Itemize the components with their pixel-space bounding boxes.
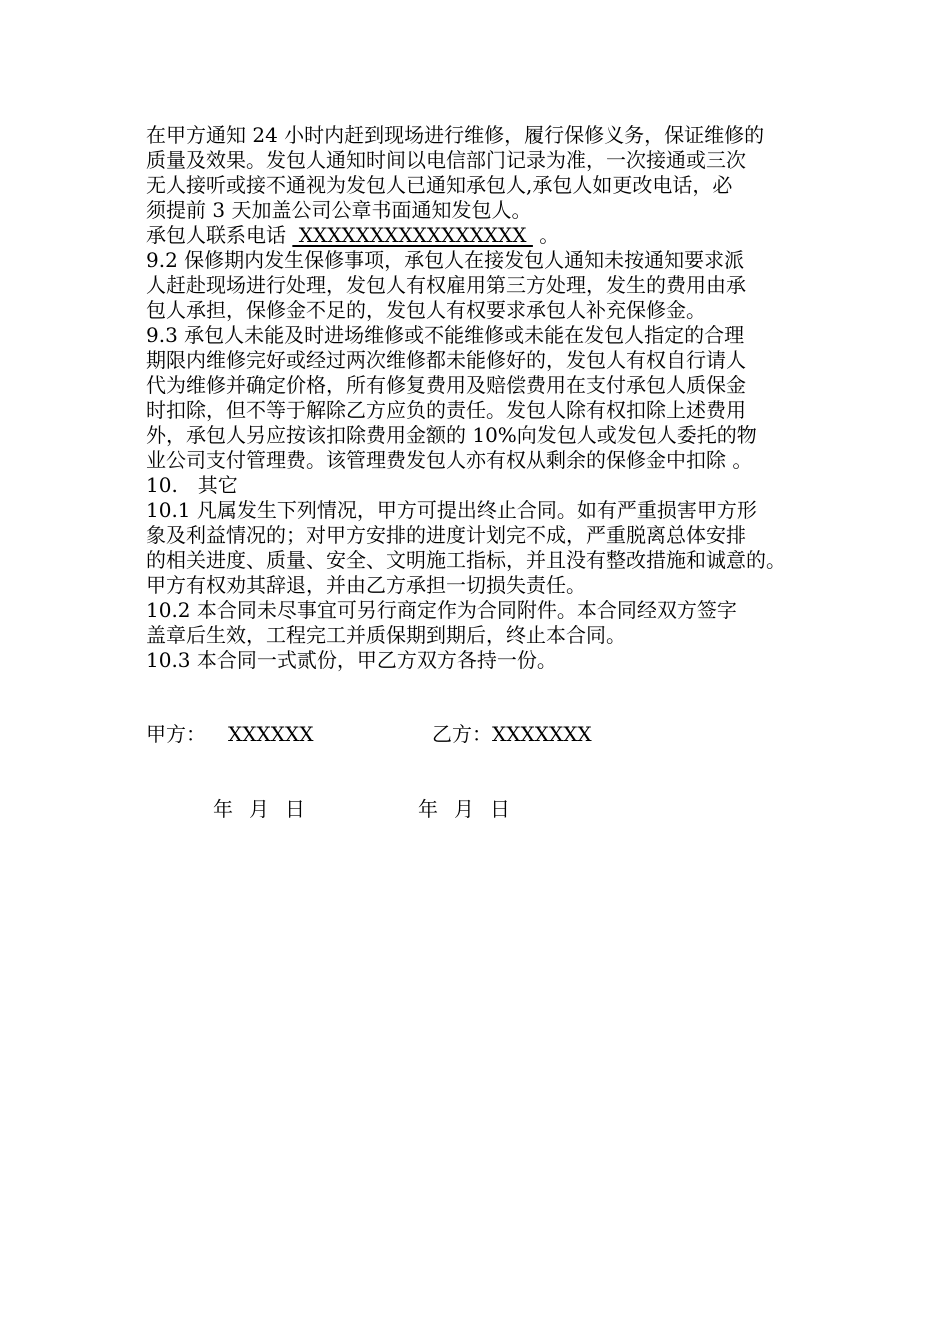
month-label: 月 — [249, 797, 269, 821]
day-label: 日 — [490, 797, 510, 821]
party-b-label: 乙方： — [432, 722, 492, 746]
clause-9-3-line: 9.3 承包人未能及时进场维修或不能维修或未能在发包人指定的合理 — [146, 323, 745, 347]
clause-9-3-line: 代为维修并确定价格，所有修复费用及赔偿费用在支付承包人质保金 — [146, 373, 746, 397]
clause-9-3-line: 业公司支付管理费。该管理费发包人亦有权从剩余的保修金中扣除 。 — [146, 448, 753, 472]
clause-10-2-line: 10.2 本合同未尽事宜可另行商定作为合同附件。本合同经双方签字 — [146, 598, 737, 622]
party-a-label: 甲方： — [146, 722, 206, 746]
contact-phone-end: 。 — [539, 223, 560, 247]
paragraph-line: 质量及效果。发包人通知时间以电信部门记录为准，一次接通或三次 — [146, 148, 746, 172]
clause-9-3-line: 期限内维修完好或经过两次维修都未能修好的，发包人有权自行请人 — [146, 348, 746, 372]
contact-phone-line — [146, 223, 814, 248]
clause-9-2-line: 9.2 保修期内发生保修事项，承包人在接发包人通知未按通知要求派 — [146, 248, 745, 272]
clause-9-2-line: 包人承担，保修金不足的，发包人有权要求承包人补充保修金。 — [146, 298, 706, 322]
party-a-name: XXXXXX — [228, 722, 314, 746]
party-b-date — [418, 797, 510, 822]
paragraph-line: 在甲方通知 24 小时内赶到现场进行维修，履行保修义务，保证维修的 — [146, 123, 765, 147]
contract-body — [146, 123, 814, 673]
party-b-signature — [432, 722, 592, 747]
clause-10-2-line: 盖章后生效，工程完工并质保期到期后，终止本合同。 — [146, 623, 626, 647]
party-b-name: XXXXXXX — [492, 722, 592, 746]
year-label: 年 — [213, 797, 233, 821]
contact-phone-value: XXXXXXXXXXXXXXXX — [292, 223, 533, 247]
paragraph-line: 无人接听或接不通视为发包人已通知承包人,承包人如更改电话，必 — [146, 173, 733, 197]
clause-9-2-line: 人赶赴现场进行处理，发包人有权雇用第三方处理，发生的费用由承 — [146, 273, 746, 297]
party-a-signature — [146, 722, 313, 747]
clause-10-1-line: 10.1 凡属发生下列情况，甲方可提出终止合同。如有严重损害甲方形 — [146, 498, 757, 522]
month-label: 月 — [454, 797, 474, 821]
contact-phone-label: 承包人联系电话 — [146, 223, 286, 247]
clause-10-1-line: 象及利益情况的；对甲方安排的进度计划完不成，严重脱离总体安排 — [146, 523, 746, 547]
year-label: 年 — [418, 797, 438, 821]
clause-10-1-line: 的相关进度、质量、安全、文明施工指标，并且没有整改措施和诚意的。 — [146, 548, 786, 572]
section-10-heading: 10. 其它 — [146, 473, 238, 497]
clause-9-3-line: 外，承包人另应按该扣除费用金额的 10%向发包人或发包人委托的物 — [146, 423, 757, 447]
day-label: 日 — [285, 797, 305, 821]
paragraph-line: 须提前 3 天加盖公司公章书面通知发包人。 — [146, 198, 532, 222]
party-a-date — [213, 797, 305, 822]
clause-10-3-line: 10.3 本合同一式贰份，甲乙方双方各持一份。 — [146, 648, 557, 672]
clause-9-3-line: 时扣除，但不等于解除乙方应负的责任。发包人除有权扣除上述费用 — [146, 398, 746, 422]
clause-10-1-line: 甲方有权劝其辞退，并由乙方承担一切损失责任。 — [146, 573, 586, 597]
